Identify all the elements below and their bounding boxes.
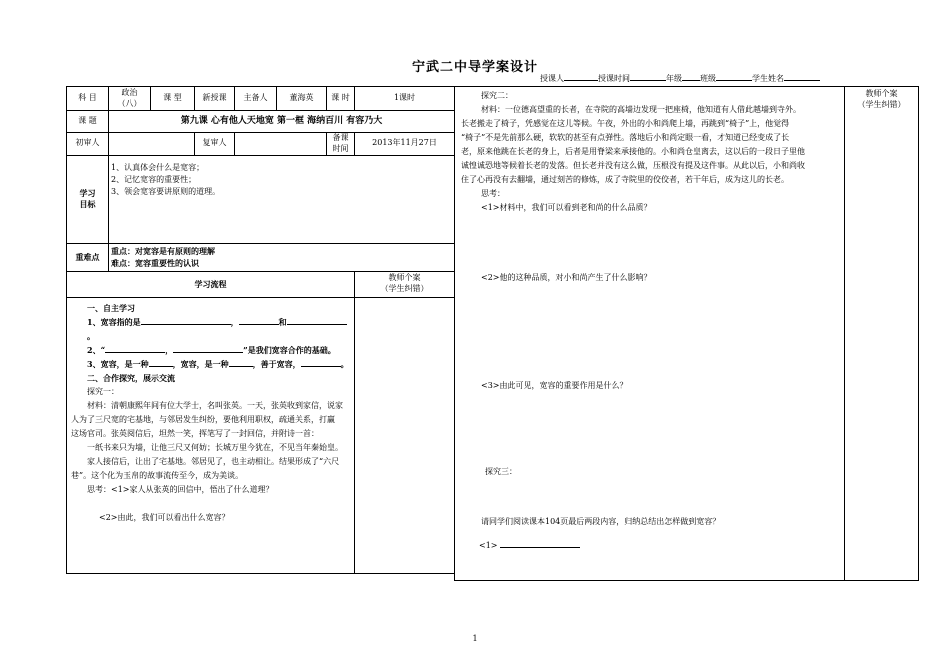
q3-text-d: 。 — [340, 358, 349, 369]
reviewer2-label: 复审人 — [195, 133, 235, 156]
q3-blank-1[interactable] — [149, 358, 173, 367]
teaching-time-label: 授课时间 — [598, 74, 630, 83]
student-name-field[interactable] — [784, 72, 820, 81]
answer-space[interactable] — [461, 393, 838, 465]
lesson-preparer-label: 授课人 — [540, 74, 564, 83]
answer-space[interactable] — [461, 479, 838, 515]
teacher-notes-label-line2: （学生纠错） — [380, 284, 429, 294]
q2-text-b: ， — [165, 344, 174, 355]
material1-line: 人为了三尺宽的宅基地，与邻居发生纠纷，要他利用职权，疏通关系，打赢 — [71, 414, 335, 424]
explore3-instruction: 请同学们阅读课本104页最后两段内容，归纳总结出怎样做到宽容？ — [481, 517, 721, 526]
q3-blank-2[interactable] — [229, 358, 253, 367]
exploration-table — [454, 86, 919, 581]
explore1-heading: 探究一： — [87, 386, 119, 396]
key-points-content — [109, 243, 455, 271]
teaching-time-field[interactable] — [630, 72, 666, 81]
learning-flow-label: 学习流程 — [67, 271, 355, 297]
type-value: 新授课 — [195, 87, 235, 111]
document-title: 宁武二中导学案设计 — [411, 60, 538, 75]
teacher-notes-column[interactable] — [355, 297, 455, 573]
q1-blank-3[interactable] — [287, 316, 347, 325]
class-label: 班级 — [700, 74, 716, 83]
topic-label: 课 题 — [67, 111, 109, 133]
hours-value: 1课时 — [355, 87, 455, 111]
teacher-notes-column-right[interactable] — [845, 87, 919, 581]
lesson-info-table — [66, 86, 455, 574]
subject-value-line1: 政治 — [121, 87, 138, 97]
explore3-answer-1 — [461, 539, 838, 553]
goal-item: 1、认真体会什么是宽容； — [111, 162, 205, 172]
preparer-label: 主备人 — [235, 87, 277, 111]
q3-blank-3[interactable] — [301, 358, 341, 367]
grade-label: 年级 — [666, 74, 682, 83]
q1-text-a: 1、宽容指的是 — [87, 316, 141, 327]
self-study-q2 — [71, 343, 350, 357]
goal-item: 2、记忆宽容的重要性； — [111, 174, 197, 184]
material1-line: 材料：清朝康熙年间有位大学士，名叫张英。一天，张英收到家信，说家 — [87, 400, 343, 410]
think1-q2: <2>由此，我们可以看出什么宽容？ — [99, 512, 230, 522]
hours-label: 课 时 — [327, 87, 355, 111]
goals-label — [67, 155, 109, 243]
self-study-q1 — [71, 315, 350, 343]
reviewer1-label: 初审人 — [67, 133, 109, 156]
lesson-preparer-field[interactable] — [564, 72, 598, 81]
exploration-content — [455, 87, 845, 581]
material2-line: 长老搬走了椅子，凭感觉在这儿等候。午夜，外出的小和尚爬上墙，再跳到“椅子”上，他觉得 — [461, 119, 790, 128]
material2-line: 材料：一位德高望重的长者，在寺院的高墙边发现一把座椅，他知道有人借此越墙到寺外。 — [481, 105, 801, 114]
subject-value-line2: （八） — [117, 98, 142, 108]
prep-time-value: 2013年11月27日 — [355, 133, 455, 156]
self-study-heading: 一、自主学习 — [87, 302, 135, 313]
poem-line: 一纸书来只为墙，让他三尺又何妨；长城万里今犹在，不见当年秦始皇。 — [87, 442, 343, 452]
q1-blank-2[interactable] — [239, 316, 279, 325]
grade-field[interactable] — [682, 72, 700, 81]
material2-line: 诚惶诚恐地等候着长老的发落。但长老并没有这么做，压根没有提及这件事。从此以后，小和尚收 — [461, 161, 805, 170]
teacher-notes-label-line1: 教师个案 — [388, 273, 421, 283]
reviewer1-value[interactable] — [109, 133, 195, 156]
self-study-q3 — [71, 357, 350, 371]
teacher-notes-label-line1: 教师个案 — [865, 89, 898, 98]
explore2-heading: 探究二： — [481, 91, 513, 100]
explore2-q1: <1>材料中，我们可以看到老和尚的什么品质？ — [481, 203, 652, 212]
class-field[interactable] — [716, 72, 752, 81]
student-name-label: 学生姓名 — [752, 74, 784, 83]
goal-item: 3、领会宽容要讲原则的道理。 — [111, 186, 221, 196]
explore2-q3: <3>由此可见，宽容的重要作用是什么？ — [481, 381, 628, 390]
goals-content — [109, 155, 455, 243]
q2-text-c: ”是我们宽容合作的基础。 — [243, 344, 336, 355]
answer1-number: <1> — [479, 541, 498, 550]
subject-label: 科 目 — [67, 87, 109, 111]
material2-line: 老，原来他跳在长老的身上，后者是用脊梁来承接他的。小和尚仓皇离去，这以后的一段日子里他 — [461, 147, 805, 156]
q2-blank-1[interactable] — [105, 344, 165, 353]
q1-text-b: ， — [230, 316, 239, 327]
q3-text-c: ，善于宽容， — [252, 358, 301, 369]
difficult-point: 难点：宽容重要性的认识 — [111, 258, 199, 269]
learning-flow-content — [67, 297, 355, 573]
q2-blank-2[interactable] — [173, 344, 243, 353]
explore3-heading: 探究三： — [485, 467, 517, 476]
subject-value — [109, 87, 151, 111]
cooperation-heading: 二、合作探究，展示交流 — [87, 372, 175, 383]
reviewer2-value[interactable] — [235, 133, 327, 156]
topic-value: 第九课 心有他人天地宽 第一框 海纳百川 有容乃大 — [109, 111, 455, 133]
answer-space[interactable] — [461, 215, 838, 271]
teacher-notes-label-line2: （学生纠错） — [857, 99, 906, 109]
preparer-value: 董海英 — [277, 87, 327, 111]
q1-blank-1[interactable] — [141, 316, 231, 325]
key-point: 重点：对宽容是有原则的理解 — [111, 246, 215, 257]
preparer-info-line — [540, 72, 820, 84]
q3-text-b: ，宽容，是一种 — [172, 358, 229, 369]
key-points-label: 重难点 — [67, 243, 109, 271]
think1-q1: 思考：<1>家人从张英的回信中，悟出了什么道理？ — [87, 484, 274, 494]
goals-label-line1: 学习 — [79, 188, 96, 199]
prep-time-label: 备课时间 — [327, 133, 355, 156]
answer-space[interactable] — [461, 285, 838, 379]
goals-label-line2: 目标 — [79, 199, 96, 210]
type-label: 课 型 — [151, 87, 195, 111]
material1-line: 家人接信后，让出了宅基地。邻居见了，也主动相让。结果形成了“六尺 — [87, 456, 340, 466]
q1-text-c: 和 — [278, 316, 287, 327]
q1-text-d: 。 — [87, 330, 95, 341]
answer-space[interactable] — [71, 497, 350, 511]
material2-line: 住了心再没有去翻墙，通过刻苦的修炼，成了寺院里的佼佼者，若干年后，成为这儿的长老。 — [461, 175, 789, 184]
material1-line: 巷”。这个化为玉帛的故事流传至今，成为美谈。 — [71, 470, 244, 480]
answer1-blank[interactable] — [500, 539, 580, 548]
explore2-q2: <2>他的这种品质，对小和尚产生了什么影响？ — [481, 273, 652, 282]
material2-line: “椅子”不是先前那么硬，软软的甚至有点弹性。落地后小和尚定眼一看，才知道已经变成了长 — [461, 133, 790, 142]
q3-text-a: 3、宽容，是一种 — [87, 358, 149, 369]
q2-text-a: 2、“ — [87, 344, 106, 355]
page-number: 1 — [472, 634, 478, 643]
think2-heading: 思考： — [481, 189, 505, 198]
teacher-notes-label — [355, 271, 455, 297]
material1-line: 这场官司。张英阅信后，坦然一笑，挥笔写了一封回信，并附诗一首： — [71, 428, 319, 438]
